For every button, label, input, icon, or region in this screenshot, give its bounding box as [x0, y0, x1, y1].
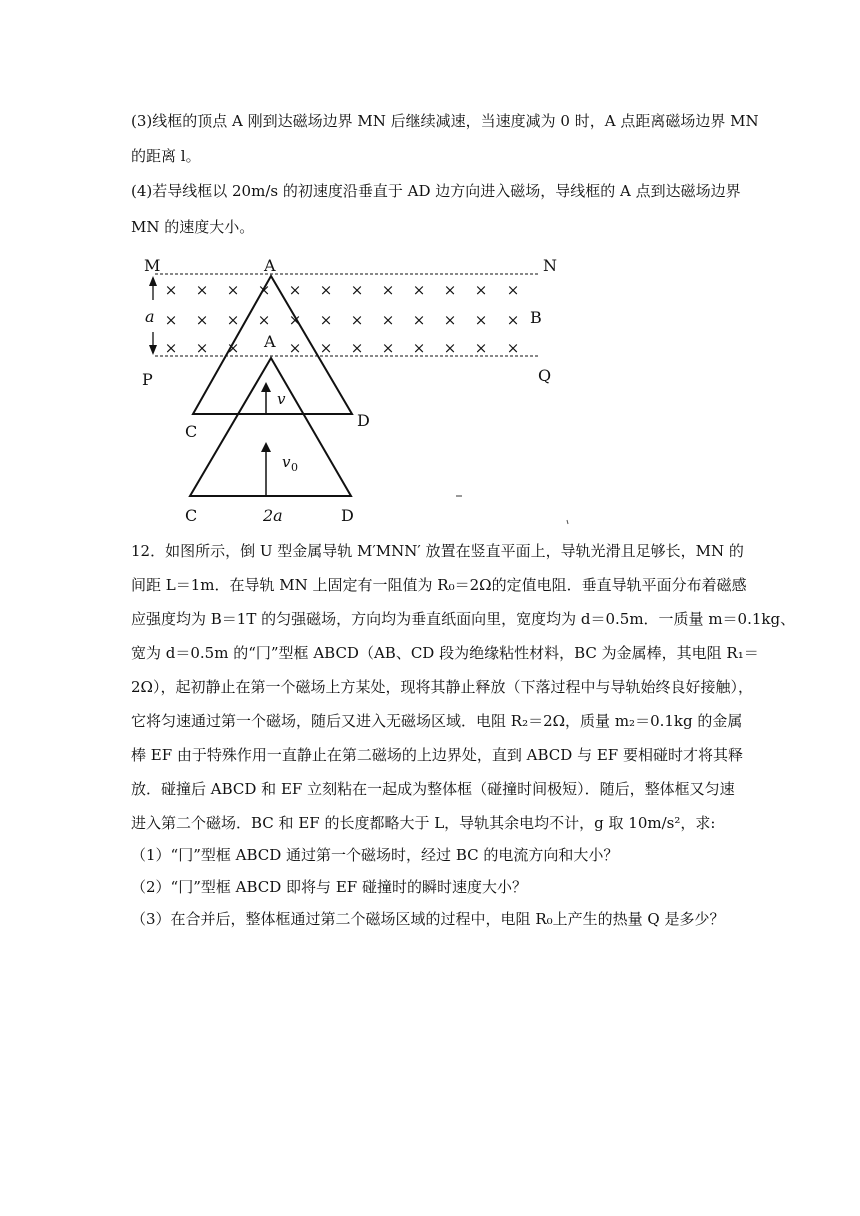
- q12-line: 宽为 d＝0.5m 的“冂”型框 ABCD（AB、CD 段为绝缘粘性材料，BC 为金属棒，其电阻 R₁＝: [131, 644, 759, 662]
- frame-triangle-lower: [190, 358, 351, 496]
- q11-part3-line2: 的距离 l。: [131, 147, 201, 166]
- width-arrowhead-up: [149, 276, 157, 286]
- cross: ×: [412, 281, 426, 299]
- q12-subquestion-3: （3）在合并后，整体框通过第二个磁场区域的过程中，电阻 R₀上产生的热量 Q 是多少？: [131, 910, 725, 928]
- cross: ×: [412, 339, 426, 357]
- q12-line: 间距 L＝1m．在导轨 MN 上固定有一阻值为 R₀＝2Ω的定值电阻．垂直导轨平面分布着磁感: [131, 576, 747, 594]
- label-b: B: [530, 308, 542, 327]
- label-a-vertex-top: A: [264, 256, 276, 275]
- cross: ×: [350, 281, 364, 299]
- cross: ×: [257, 281, 271, 299]
- cross: ×: [474, 311, 488, 329]
- cross: ×: [319, 339, 333, 357]
- q12-line: 放．碰撞后 ABCD 和 EF 立刻粘在一起成为整体框（碰撞时间极短）．随后，整体框又匀速: [131, 780, 735, 798]
- label-a-vertex-mid: A: [264, 332, 276, 351]
- cross: ×: [474, 339, 488, 357]
- label-c-upper: C: [185, 422, 198, 441]
- label-q: Q: [538, 366, 552, 385]
- cross: ×: [506, 339, 520, 357]
- cross: ×: [288, 339, 302, 357]
- velocity-arrowhead-v: [261, 382, 271, 392]
- label-c-lower: C: [185, 506, 198, 525]
- cross: ×: [381, 281, 395, 299]
- cross: ×: [381, 311, 395, 329]
- cross: ×: [443, 281, 457, 299]
- field-crosses: [165, 281, 520, 357]
- cross: ×: [195, 281, 209, 299]
- q11-part3-line1: (3)线框的顶点 A 刚到达磁场边界 MN 后继续减速，当速度减为 0 时，A 点距离磁场边界 MN: [131, 112, 759, 130]
- width-arrowhead-down: [149, 345, 157, 355]
- question-12: [131, 541, 796, 833]
- cross: ×: [412, 311, 426, 329]
- q12-subquestion-1: （1）“冂”型框 ABCD 通过第一个磁场时，经过 BC 的电流方向和大小？: [131, 846, 619, 864]
- q12-line: 应强度均为 B＝1T 的匀强磁场，方向均为垂直纸面向里，宽度均为 d＝0.5m．一质量 m＝0.1kg、: [131, 610, 796, 628]
- cross: ×: [474, 281, 488, 299]
- label-v0-subscript: 0: [291, 461, 298, 474]
- q12-line: 进入第二个磁场．BC 和 EF 的长度都略大于 L，导轨其余电均不计，g 取 10m/s²，求:: [131, 814, 716, 832]
- cross: ×: [226, 311, 240, 329]
- q12-subquestion-2: （2）“冂”型框 ABCD 即将与 EF 碰撞时的瞬时速度大小？: [131, 878, 527, 896]
- q12-line: 12．如图所示，倒 U 型金属导轨 M′MNN′ 放置在竖直平面上，导轨光滑且足够长，MN 的: [131, 542, 744, 560]
- cross: ×: [381, 339, 395, 357]
- stray-mark: [567, 520, 568, 524]
- cross: ×: [288, 311, 302, 329]
- label-a: a: [145, 307, 155, 326]
- cross: ×: [506, 311, 520, 329]
- q11-part4-line2: MN 的速度大小。: [131, 217, 255, 236]
- cross: ×: [350, 311, 364, 329]
- cross: ×: [164, 311, 178, 329]
- cross: ×: [226, 281, 240, 299]
- label-d-upper: D: [357, 411, 370, 430]
- q12-line: 2Ω），起初静止在第一个磁场上方某处，现将其静止释放（下落过程中与导轨始终良好接触），: [131, 678, 753, 696]
- cross: ×: [195, 311, 209, 329]
- label-d-lower: D: [341, 506, 354, 525]
- cross: ×: [257, 311, 271, 329]
- label-p: P: [142, 370, 153, 389]
- cross: ×: [195, 339, 209, 357]
- label-v0: v: [282, 453, 291, 471]
- label-m: M: [144, 256, 161, 275]
- cross: ×: [350, 339, 364, 357]
- q12-line: 棒 EF 由于特殊作用一直静止在第二磁场的上边界处，直到 ABCD 与 EF 要相碰时才将其释: [131, 746, 743, 764]
- q12-subquestions: [131, 845, 724, 929]
- cross: ×: [319, 281, 333, 299]
- q12-line: 它将匀速通过第一个磁场，随后又进入无磁场区域．电阻 R₂＝2Ω，质量 m₂＝0.1kg 的金属: [131, 712, 743, 730]
- cross: ×: [443, 339, 457, 357]
- label-v: v: [277, 390, 286, 408]
- cross: ×: [506, 281, 520, 299]
- velocity-arrowhead-v0: [261, 442, 271, 452]
- cross: ×: [164, 281, 178, 299]
- magnetic-field-figure: [0, 0, 860, 540]
- label-n: N: [543, 256, 557, 275]
- label-2a: 2a: [263, 506, 283, 525]
- cross: ×: [226, 339, 240, 357]
- cross: ×: [288, 281, 302, 299]
- cross: ×: [443, 311, 457, 329]
- q11-part4-line1: (4)若导线框以 20m/s 的初速度沿垂直于 AD 边方向进入磁场，导线框的 A 点到达磁场边界: [131, 182, 741, 201]
- cross: ×: [164, 339, 178, 357]
- cross: ×: [319, 311, 333, 329]
